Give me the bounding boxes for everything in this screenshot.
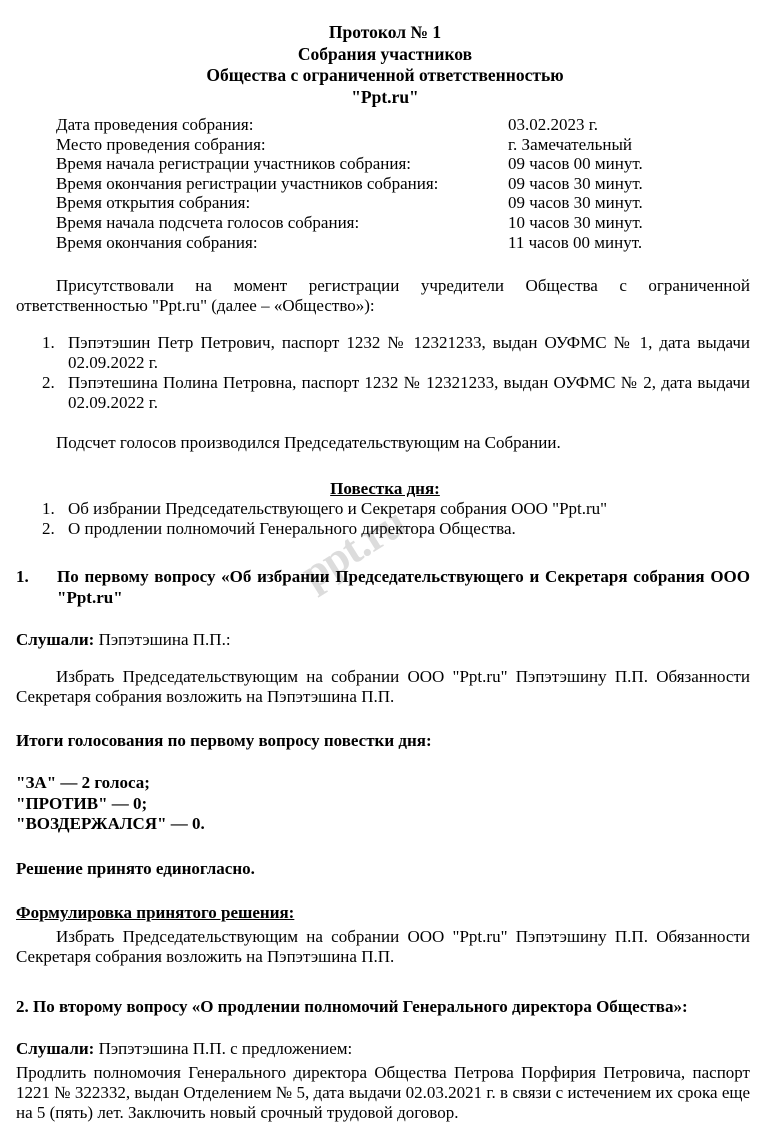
question-2-proposal: Продлить полномочия Генерального директора Общества Петрова Порфирия Петровича, паспорт 1221 № 322332, выдан Отделением № 5, дата выдачи 02.03.2021 г. в связи с истечением их срока еще на 5 (пять) лет. Заключить новый срочный трудовой договор. [16,1063,750,1123]
speaker-label: Слушали: [16,630,95,650]
list-item-label: Пэпэтэшин Петр Петрович, паспорт 1232 № 12321233, выдан ОУФМС № 1, дата выдачи 02.09.2022 г. [68,333,750,373]
meta-label: Время начала подсчета голосов собрания: [56,212,360,232]
document-title [0,0,770,108]
question-1-wording-text: Избрать Председательствующим на собрании ООО "Ppt.ru" Пэпэтэшину П.П. Обязанности Секретаря собрания возложить на Пэпэтэшина П.П. [16,926,750,966]
table-row [56,135,750,155]
vote-for: "ЗА" — 2 голоса; [16,773,150,793]
meta-label: Время окончания регистрации участников собрания: [56,173,439,193]
question-1-speaker-line [16,630,770,650]
meta-value: 09 часов 30 минут. [508,193,643,213]
agenda-heading [0,479,770,499]
list-item-number: 2. [42,373,55,393]
meta-label: Место проведения собрания: [56,134,266,154]
table-row [56,213,750,233]
table-row [56,154,750,174]
list-item-number: 2. [42,519,55,539]
attendance-intro-paragraph: Присутствовали на момент регистрации учредители Общества с ограниченной ответственностью "Ppt.ru" (далее – «Общество»): [16,276,750,316]
question-1-wording-heading [16,903,770,923]
agenda-list [0,499,770,539]
table-row [56,193,750,213]
title-line-1: Протокол № 1 [328,22,442,42]
vote-against: "ПРОТИВ" — 0; [16,793,148,813]
meta-value: 09 часов 00 минут. [508,154,643,174]
participants-list [0,333,770,413]
question-2-heading-text: По второму вопросу «О продлении полномочий Генерального директора Общества»: [33,996,688,1016]
meta-value: 10 часов 30 минут. [508,212,643,232]
meta-label: Время открытия собрания: [56,193,251,213]
title-line-2: Собрания участников [297,43,473,64]
meeting-details-table [0,115,770,252]
question-1-heading-text: По первому вопросу «Об избрании Председательствующего и Секретаря собрания ООО "Ppt.ru" [57,567,750,607]
watermark: ppt.ru [292,497,414,599]
question-2-heading [16,997,750,1018]
list-item-label: Об избрании Председательствующего и Секретаря собрания ООО "Ppt.ru" [68,499,608,519]
list-item-label: О продлении полномочий Генерального директора Общества. [68,519,516,539]
question-1-decision: Решение принято единогласно. [16,858,255,878]
table-row [56,174,750,194]
question-1-number: 1. [16,567,29,587]
meta-label: Дата проведения собрания: [56,115,254,134]
agenda-heading-text: Повестка дня: [330,479,440,499]
meta-value: 03.02.2023 г. [508,115,599,134]
vote-abstained: "ВОЗДЕРЖАЛСЯ" — 0. [16,814,205,834]
meta-value: г. Замечательный [508,134,632,154]
question-1-heading [16,567,750,608]
wording-heading-text: Формулировка принятого решения: [16,902,295,922]
question-1-vote-results [16,773,770,835]
list-item [0,519,770,539]
question-1-proposal: Избрать Председательствующим на собрании ООО "Ppt.ru" Пэпэтэшину П.П. Обязанности Секретаря собрания возложить на Пэпэтэшина П.П. [16,667,750,707]
list-item [0,333,750,373]
speaker-label: Слушали: [16,1039,95,1059]
speaker-name: Пэпэтэшина П.П.: [94,630,231,650]
list-item [0,499,770,519]
question-2-number: 2. [16,996,29,1016]
list-item-label: Пэпэтешина Полина Петровна, паспорт 1232 № 12321233, выдан ОУФМС № 2, дата выдачи 02.09.2022 г. [68,373,750,413]
meta-label: Время начала регистрации участников собрания: [56,154,411,174]
meta-value: 11 часов 00 минут. [508,232,643,252]
question-2-speaker-line [16,1039,770,1059]
speaker-name: Пэпэтэшина П.П. с предложением: [94,1039,353,1059]
table-row [56,115,750,135]
list-item-number: 1. [42,333,55,353]
title-line-4: "Ppt.ru" [351,86,419,107]
vote-counting-note: Подсчет голосов производился Председательствующим на Собрании. [56,433,561,453]
meta-value: 09 часов 30 минут. [508,173,643,193]
meta-label: Время окончания собрания: [56,232,258,252]
list-item [0,373,750,413]
title-line-3: Общества с ограниченной ответственностью [206,65,564,85]
table-row [56,233,750,253]
list-item-number: 1. [42,499,55,519]
question-1-results-heading: Итоги голосования по первому вопросу повестки дня: [16,731,432,751]
